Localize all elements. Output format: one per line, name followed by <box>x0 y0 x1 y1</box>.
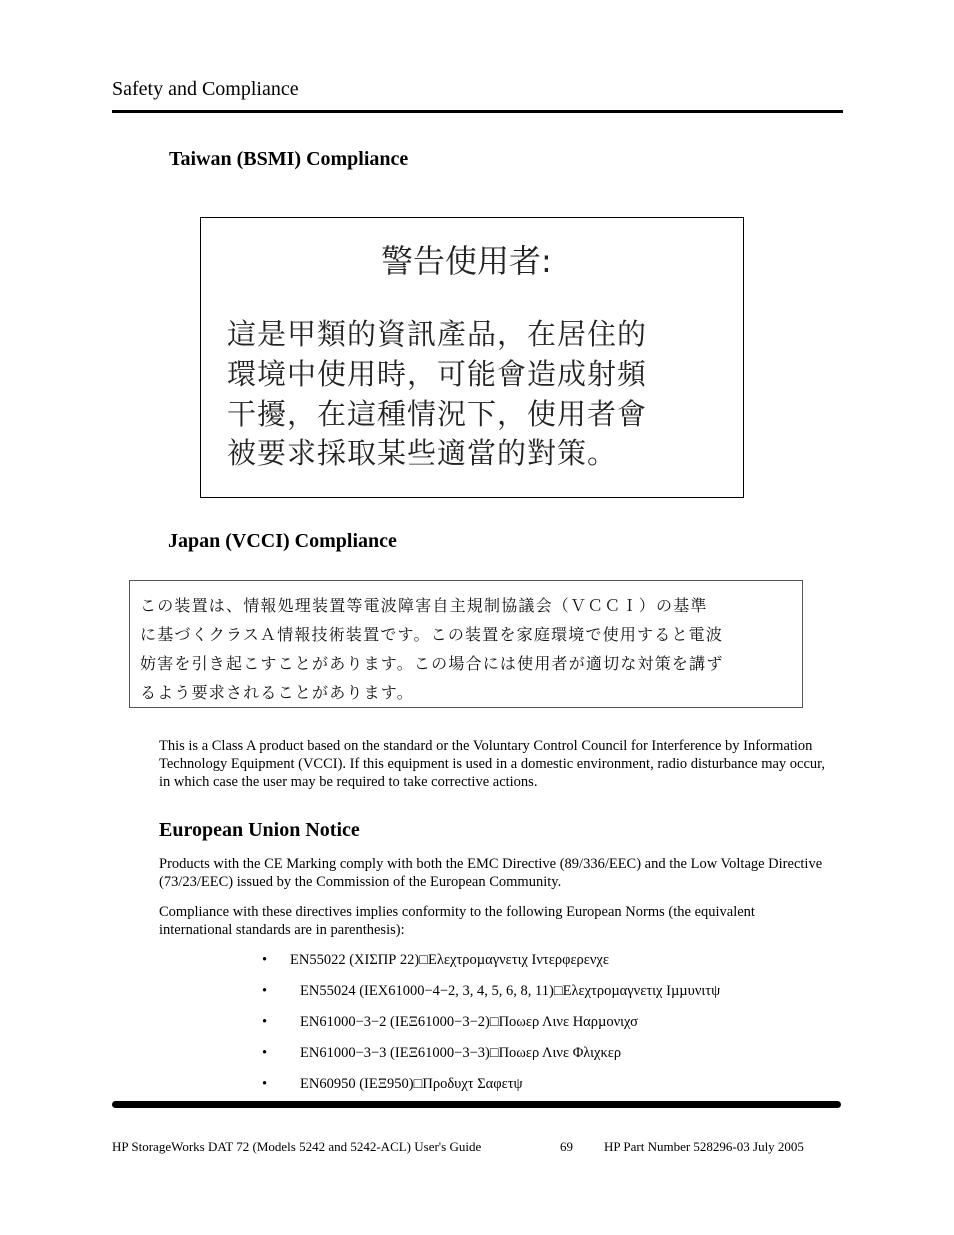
footer-guide-title: HP StorageWorks DAT 72 (Models 5242 and 5242-ACL) User's Guide <box>112 1139 482 1154</box>
footer-page-number: 69 <box>560 1139 573 1154</box>
taiwan-notice-line: 環境中使用時，可能會造成射頻 <box>227 357 648 391</box>
taiwan-bsmi-notice <box>200 217 744 498</box>
japan-heading: Japan (VCCI) Compliance <box>168 530 397 552</box>
norm-text: EN55022 (ΧΙΣΠΡ 22)□Ελεχτροµαγνετιχ Ιντερφερενχε <box>290 952 609 968</box>
taiwan-notice-line: 這是甲類的資訊產品，在居住的 <box>227 317 648 351</box>
header-divider <box>112 110 843 113</box>
taiwan-heading: Taiwan (BSMI) Compliance <box>169 148 409 170</box>
eu-ce-paragraph: Products with the CE Marking comply with both the EMC Directive (89/336/EEC) and the Low Voltage Directive (73/23/EEC) issued by the Commission of the European Community. <box>159 856 823 890</box>
japan-notice-line: この装置は、情報処理装置等電波障害自主規制協議会（ＶＣＣＩ）の基準 <box>140 596 708 615</box>
vcci-translation: This is a Class A product based on the standard or the Voluntary Control Council for Interference by Information Technology Equipment (VCCI). If this equipment is used in a domestic environment, radio disturbance may occur, in which case the user may be required to take corrective actions. <box>159 738 826 790</box>
norm-text: EN61000−3−3 (ΙΕΞ61000−3−3)□Ποωερ Λινε Φλιχκερ <box>300 1045 622 1061</box>
bullet-icon: • <box>262 1014 268 1030</box>
bullet-icon: • <box>262 952 268 968</box>
norm-text: EN60950 (ΙΕΞ950)□Προδυχτ Σαφετψ <box>300 1076 523 1092</box>
japan-vcci-notice <box>129 580 803 708</box>
bullet-icon: • <box>262 1076 268 1092</box>
bullet-icon: • <box>262 983 268 999</box>
taiwan-notice-line: 被要求採取某些適當的對策。 <box>227 436 618 470</box>
japan-notice-line: 妨害を引き起こすことがあります。この場合には使用者が適切な対策を講ず <box>140 654 724 673</box>
page-header-title: Safety and Compliance <box>112 78 299 100</box>
japan-notice-line: に基づくクラスＡ情報技術装置です。この装置を家庭環境で使用すると電波 <box>140 625 724 644</box>
norm-text: EN55024 (ΙΕΧ61000−4−2, 3, 4, 5, 6, 8, 11)□Ελεχτροµαγνετιχ Ιµµυνιτψ <box>300 983 721 999</box>
footer-divider <box>112 1101 841 1108</box>
taiwan-notice-line: 干擾，在這種情況下，使用者會 <box>227 397 648 431</box>
japan-notice-line: るよう要求されることがあります。 <box>140 683 414 702</box>
taiwan-notice-title: 警告使用者: <box>381 242 552 280</box>
norm-text: EN61000−3−2 (ΙΕΞ61000−3−2)□Ποωερ Λινε Ηαρµονιχσ <box>300 1014 638 1030</box>
footer-part-number: HP Part Number 528296-03 July 2005 <box>604 1139 804 1154</box>
eu-norms-paragraph: Compliance with these directives implies conformity to the following European Norms (the equivalent international standards are in parenthesis): <box>159 904 755 938</box>
eu-heading: European Union Notice <box>159 819 360 841</box>
bullet-icon: • <box>262 1045 268 1061</box>
